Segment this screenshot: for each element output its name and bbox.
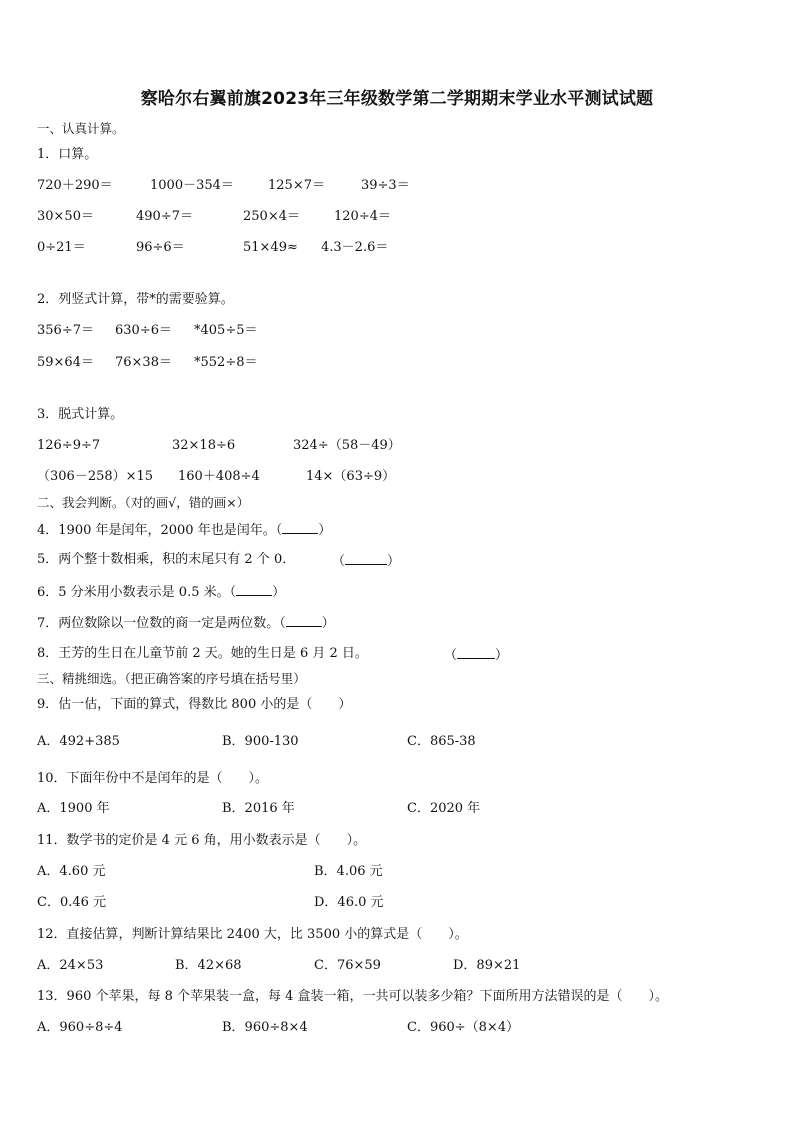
paren-close: ） (387, 554, 401, 569)
option-b[interactable]: B．900-130 (222, 734, 299, 749)
option-c[interactable]: C．865-38 (407, 734, 476, 749)
answer-blank[interactable] (345, 552, 387, 565)
judgement-item (37, 583, 285, 601)
judgement-item (37, 521, 331, 539)
judgement-item (37, 646, 368, 662)
step-calc-item: （306－258）×15 (37, 469, 154, 484)
vertical-calc-item: *552÷8＝ (194, 355, 258, 370)
answer-blank[interactable] (457, 646, 495, 659)
paren-close: ） (495, 648, 509, 663)
vertical-calc-item: 76×38＝ (115, 355, 172, 370)
question-13-stem: 13．960 个苹果，每 8 个苹果装一盒，每 4 盒装一箱，一共可以装多少箱？下面所用方法错误的是（ ）。 (37, 989, 669, 1004)
oral-calc-item: 51×49≈ (243, 240, 298, 255)
paren-open: （ (275, 523, 283, 538)
option-b[interactable]: B．2016 年 (222, 801, 295, 816)
oral-calc-item: 720＋290＝ (37, 178, 113, 193)
option-c[interactable]: C．2020 年 (407, 801, 481, 816)
question-1-label: 1．口算。 (37, 147, 98, 162)
oral-calc-item: 96÷6＝ (136, 240, 185, 255)
vertical-calc-item: *405÷5＝ (194, 323, 258, 338)
option-b[interactable]: B．4.06 元 (314, 864, 383, 879)
judgement-stem: 5．两个整十数相乘，积的末尾只有 2 个 0． (37, 552, 296, 567)
vertical-calc-item: 59×64＝ (37, 355, 94, 370)
vertical-calc-item: 630÷6＝ (115, 323, 172, 338)
judgement-stem: 4．1900 年是闰年，2000 年也是闰年。 (37, 523, 276, 538)
judgement-item (37, 614, 335, 632)
option-a[interactable]: A．492+385 (37, 734, 120, 749)
step-calc-item: 32×18÷6 (172, 438, 236, 453)
question-11-stem: 11．数学书的定价是 4 元 6 角，用小数表示是（ ）。 (37, 833, 367, 848)
paren-open: （ (229, 585, 237, 600)
section-heading-1: 一、认真计算。 (37, 121, 125, 136)
answer-blank[interactable] (282, 521, 318, 534)
question-10-stem: 10．下面年份中不是闰年的是（ ）。 (37, 771, 269, 786)
option-a[interactable]: A．24×53 (37, 958, 104, 973)
step-calc-item: 160＋408÷4 (178, 469, 260, 484)
option-c[interactable]: C．960÷（8×4） (407, 1020, 520, 1035)
judgement-paren (332, 552, 400, 570)
question-9-stem: 9．估一估，下面的算式，得数比 800 小的是（ ） (37, 697, 352, 712)
paren-open: （ (444, 648, 458, 663)
oral-calc-item: 39÷3＝ (361, 178, 410, 193)
option-a[interactable]: A．960÷8÷4 (37, 1020, 123, 1035)
section-heading-2: 二、我会判断。（对的画√，错的画×） (37, 495, 250, 510)
step-calc-item: 324÷（58－49） (293, 438, 401, 453)
page-title: 察哈尔右翼前旗2023年三年级数学第二学期期末学业水平测试试题 (140, 89, 654, 109)
question-12-stem: 12．直接估算，判断计算结果比 2400 大，比 3500 小的算式是（ ）。 (37, 927, 468, 942)
answer-blank[interactable] (236, 583, 272, 596)
option-b[interactable]: B．960÷8×4 (222, 1020, 308, 1035)
oral-calc-item: 125×7＝ (268, 178, 325, 193)
judgement-item (37, 552, 295, 568)
step-calc-item: 14×（63÷9） (306, 469, 396, 484)
option-d[interactable]: D．89×21 (453, 958, 521, 973)
oral-calc-item: 250×4＝ (243, 209, 300, 224)
option-b[interactable]: B．42×68 (175, 958, 242, 973)
oral-calc-item: 1000－354＝ (150, 178, 234, 193)
question-3-label: 3．脱式计算。 (37, 407, 124, 422)
question-2-label: 2．列竖式计算，带*的需要验算。 (37, 292, 234, 307)
paren-close: ） (272, 585, 286, 600)
paren-open: （ (279, 616, 286, 631)
judgement-stem: 7．两位数除以一位数的商一定是两位数。 (37, 616, 280, 631)
judgement-stem: 6．5 分米用小数表示是 0.5 米。 (37, 585, 230, 600)
oral-calc-item: 4.3－2.6＝ (321, 240, 389, 255)
judgement-stem: 8．王芳的生日在儿童节前 2 天。她的生日是 6 月 2 日。 (37, 646, 368, 661)
option-d[interactable]: D．46.0 元 (314, 895, 384, 910)
answer-blank[interactable] (286, 614, 322, 627)
option-c[interactable]: C．76×59 (314, 958, 381, 973)
oral-calc-item: 0÷21＝ (37, 240, 86, 255)
judgement-paren (444, 646, 508, 664)
option-a[interactable]: A．1900 年 (37, 801, 110, 816)
option-c[interactable]: C．0.46 元 (37, 895, 107, 910)
section-heading-3: 三、精挑细选。（把正确答案的序号填在括号里） (37, 671, 306, 686)
vertical-calc-item: 356÷7＝ (37, 323, 94, 338)
paren-close: ） (318, 523, 332, 538)
oral-calc-item: 120÷4＝ (334, 209, 391, 224)
step-calc-item: 126÷9÷7 (37, 438, 101, 453)
paren-close: ） (321, 616, 335, 631)
oral-calc-item: 30×50＝ (37, 209, 94, 224)
paren-open: （ (332, 554, 346, 569)
oral-calc-item: 490÷7＝ (136, 209, 193, 224)
option-a[interactable]: A．4.60 元 (37, 864, 106, 879)
